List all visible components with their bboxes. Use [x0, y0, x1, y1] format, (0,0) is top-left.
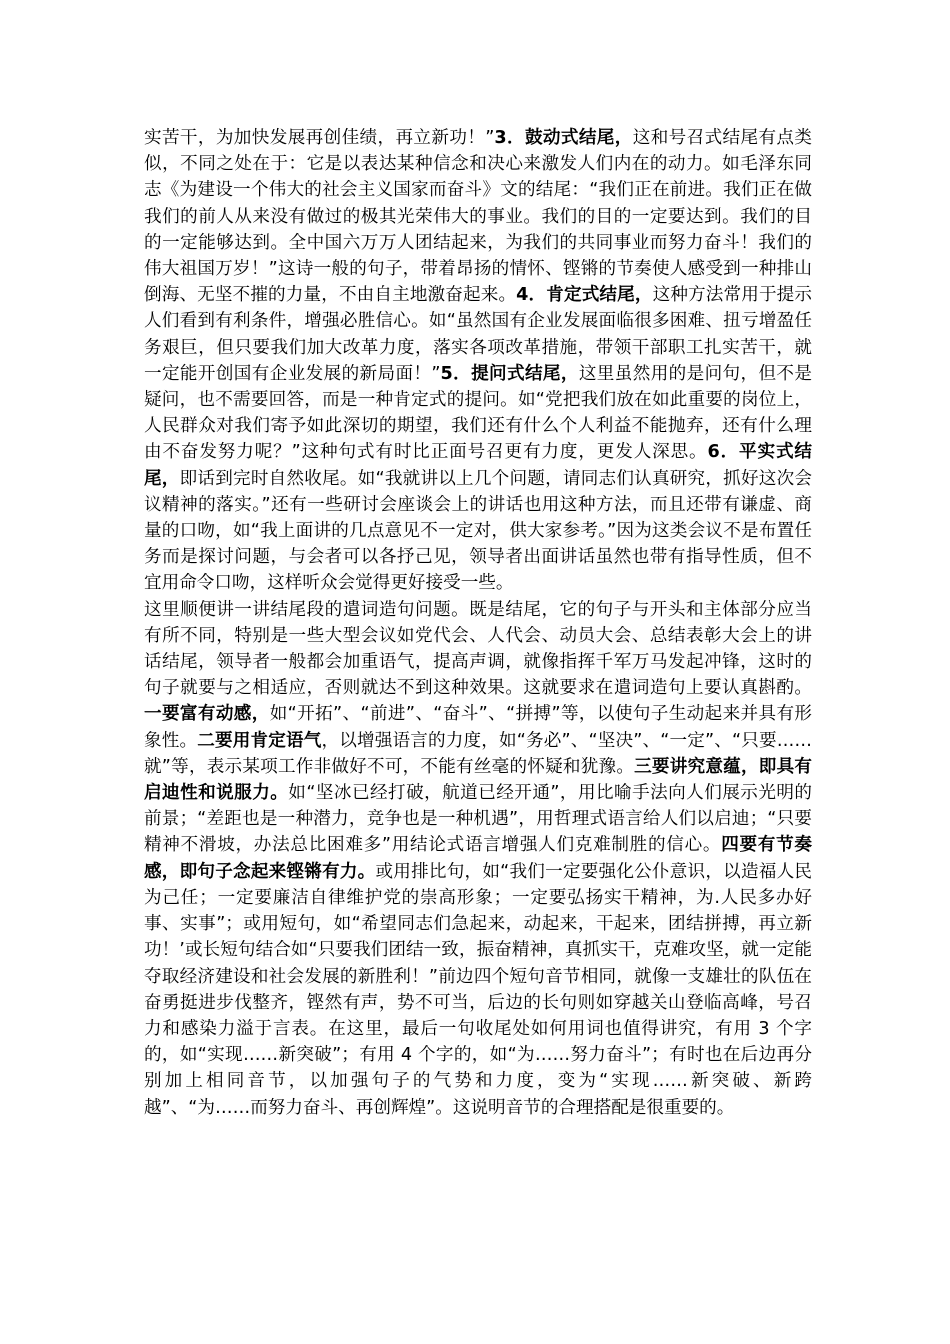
- document-page: [144, 125, 812, 1121]
- point-dynamic: 一要富有动感，: [144, 704, 270, 725]
- point-rhythm: 四要有节奏感，即句子念起来铿锵有力。: [144, 835, 812, 882]
- text-run: 这种方法常用于提示人们看到有利条件，增强必胜信心。如“虽然国有企业发展面临很多困难、扭亏增盈任务艰巨，但只要我们加大改革力度，落实各项改革措施，带领干部职工扎实苦干，就一定能开创国有企业发展的新局面！”: [144, 285, 812, 384]
- paragraph-wording-requirements: [144, 597, 812, 1121]
- text-run: 这和号召式结尾有点类似，不同之处在于：它是以表达某种信念和决心来激发人们内在的动力。如毛泽东同志《为建设一个伟大的社会主义国家而奋斗》文的结尾：“我们正在前进。我们正在做我们的前人从来没有做过的极其光荣伟大的事业。我们的目的一定要达到。我们的目的一定能够达到。全中国六万万人团结起来，为我们的共同事业而努力奋斗！我们的伟大祖国万岁！”这诗一般的句子，带着昂扬的情怀、铿锵的节奏使人感受到一种排山倒海、无坚不摧的力量，不由自主地激奋起来。: [144, 128, 812, 306]
- text-run: ，以增强语言的力度，如“务必”、“坚决”、“一定”、“只要……就”等，表示某项工作非做好不可，不能有丝毫的怀疑和犹豫。: [144, 730, 812, 777]
- text-run: 实苦干，为加快发展再创佳绩，再立新功！”: [144, 128, 495, 148]
- text-run: 如“坚冰已经打破，航道已经开通”，用比喻手法向人们展示光明的前景；“差距也是一种潜力，竞争也是一种机遇”，用哲理式语言给人们以启迪；“只要精神不滑坡，办法总比困难多”用结论式语言增强人们克难制胜的信心。: [144, 783, 812, 856]
- text-run: 即话到完时自然收尾。如“我就讲以上几个问题，请同志们认真研究，抓好这次会议精神的落实。”还有一些研讨会座谈会上的讲话也用这种方法，而且还带有谦虚、商量的口吻，如“我上面讲的几点意见不一定对，供大家参考。”因为这类会议不是布置任务而是探讨问题，与会者可以各抒己见，领导者出面讲话虽然也带有指导性质，但不宜用命令口吻，这样听众会觉得更好接受一些。: [144, 468, 812, 594]
- heading-inline-plain-ending: 6．平实式结尾，: [144, 442, 812, 489]
- heading-inline-affirmative-ending: 4．肯定式结尾，: [516, 285, 653, 306]
- point-meaning: 三要讲究意蕴，即具有启迪性和说服力。: [144, 756, 812, 804]
- text-run: 或用排比句，如“我们一定要强化公仆意识，以造福人民为己任；一定要廉洁自律维护党的崇高形象；一定要弘扬实干精神，为.人民多办好事、实事”；或用短句，如“希望同志们急起来，动起来，干起来，团结拼搏，再立新功！’或长短句结合如“只要我们团结一致，振奋精神，真抓实干，克难攻坚，就一定能夺取经济建设和社会发展的新胜利！”前边四个短句音节相同，就像一支雄壮的队伍在奋勇挺进步伐整齐，铿然有声，势不可当，后边的长句则如穿越关山登临高峰，号召力和感染力溢于言表。在这里，最后一句收尾处如何用词也值得讲究，有用 3 个字的，如“实现……新突破”；有用 4 个字的，如“为……努力奋斗”；有时也在后边再分别加上相同音节，以加强句子的气势和力度，变为“实现……新突破、新跨越”、“为……而努力奋斗、再创辉煌”。这说明音节的合理搭配是很重要的。: [144, 861, 812, 1118]
- heading-inline-encouraging-ending: 3．鼓动式结尾，: [494, 128, 633, 148]
- text-run: 这里顺便讲一讲结尾段的遣词造句问题。既是结尾，它的句子与开头和主体部分应当有所不同，特别是一些大型会议如党代会、人代会、动员大会、总结表彰大会上的讲话结尾，领导者一般都会加重语气，提高声调，就像指挥千军万马发起冲锋，这时的句子就要与之相适应，否则就达不到这种效果。这就要求在遣词造句上要认真斟酌。: [144, 599, 812, 699]
- paragraph-ending-styles: [144, 125, 812, 597]
- point-affirmative-tone: 二要用肯定语气: [197, 730, 322, 751]
- heading-inline-question-ending: 5．提问式结尾，: [440, 363, 579, 384]
- text-run: 这里虽然用的是问句，但不是疑问，也不需要回答，而是一种肯定式的提问。如“党把我们放在如此重要的岗位上，人民群众对我们寄予如此深切的期望，我们还有什么个人利益不能抛弃，还有什么理由不奋发努力呢？”这种句式有时比正面号召更有力度，更发人深思。: [144, 363, 812, 463]
- text-run: 如“开拓”、“前进”、“奋斗”、“拼搏”等，以使句子生动起来并具有形象性。: [144, 704, 812, 751]
